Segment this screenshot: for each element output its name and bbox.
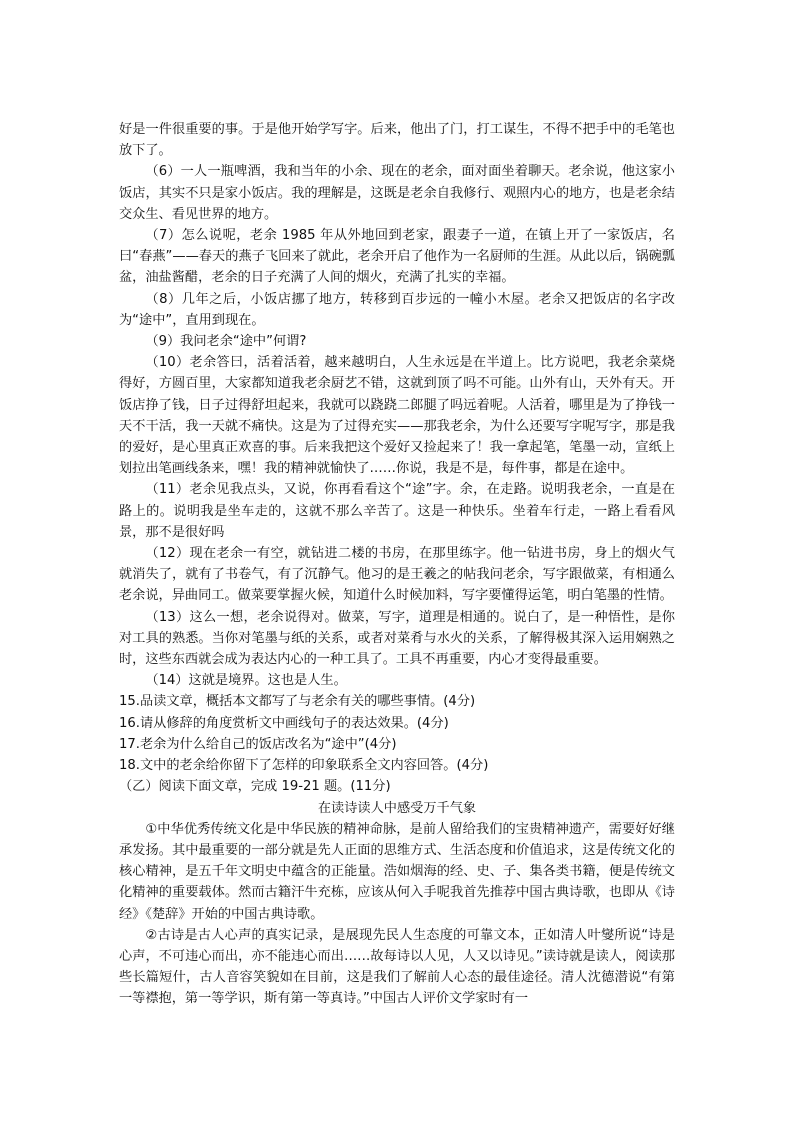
article-title: 在读诗读人中感受万千气象 <box>317 800 477 816</box>
question-15: 15.品读文章，概括本文都写了与老余有关的哪些事情。(4分) <box>119 694 476 710</box>
paragraph-14: （14）这就是境界。这也是人生。 <box>145 673 347 689</box>
article-paragraph-2: ②古诗是古人心声的真实记录，是展现先民人生态度的可靠文本，正如清人叶燮所说“诗是心声，不可违心而出，亦不能违心而出……故每诗以人见，人又以诗见。”读诗就是读人，阅读那些长篇短什，古人音容笑貌如在目前，这是我们了解前人心态的最佳途径。清人沈德潜说“有第一等襟抱，第一等学识，斯有第一等真诗。”中国古人评价文学家时有一 <box>119 927 675 1007</box>
section-b-heading: （乙）阅读下面文章，完成 19-21 题。(11分) <box>119 779 391 795</box>
article-paragraph-1: ①中华优秀传统文化是中华民族的精神命脉，是前人留给我们的宝贵精神遗产，需要好好继承发扬。其中最重要的一部分就是先人正面的思维方式、生活态度和价值追求，这是传统文化的核心精神，是五千年文明史中蕴含的正能量。浩如烟海的经、史、子、集各类书籍，便是传统文化精神的重要载体。然而古籍汗牛充栋，应该从何入手呢我首先推荐中国古典诗歌，也即从《诗经》《楚辞》开始的中国古典诗歌。 <box>119 821 675 922</box>
paragraph-9: （9）我问老余“途中”何谓? <box>145 334 307 350</box>
paragraph-11: （11）老余见我点头，又说，你再看看这个“途”字。余，在走路。说明我老余，一直是在路上的。说明我是坐车走的，这就不那么辛苦了。这是一种快乐。坐着车行走，一路上看看风景，那不是很好吗 <box>119 482 675 540</box>
paragraph-10: （10）老余答曰，活着活着，越来越明白，人生永远是在半道上。比方说吧，我老余菜烧得好，方圆百里，大家都知道我老余厨艺不错，这就到顶了吗不可能。山外有山，天外有天。开饭店挣了钱，日子过得舒坦起来，我就可以跷跷二郎腿了吗远着呢。人活着，哪里是为了挣钱一天不干活，我一天就不痛快。这是为了过得充实——那我老余，为什么还要写字呢写字，那是我的爱好，是心里真正欢喜的事。后来我把这个爱好又捡起来了！我一拿起笔，笔墨一动，宣纸上划拉出笔画线条来，嘿！我的精神就愉快了……你说，我是不是，每件事，都是在途中。 <box>119 355 675 477</box>
paragraph-8: （8）几年之后，小饭店挪了地方，转移到百步远的一幢小木屋。老余又把饭店的名字改为“途中”，直用到现在。 <box>119 291 675 328</box>
document-page <box>119 119 675 1010</box>
paragraph-13: （13）这么一想，老余说得对。做菜，写字，道理是相通的。说白了，是一种悟性，是你对工具的熟悉。当你对笔墨与纸的关系，或者对菜肴与水火的关系，了解得极其深入运用娴熟之时，这些东西就会成为表达内心的一种工具了。工具不再重要，内心才变得最重要。 <box>119 609 675 668</box>
paragraph-7: （7）怎么说呢，老余 1985 年从外地回到老家，跟妻子一道，在镇上开了一家饭店，名曰“春燕”——春天的燕子飞回来了就此，老余开启了他作为一名厨师的生涯。从此以后，锅碗瓢盆，油盐酱醋，老余的日子充满了人间的烟火，充满了扎实的幸福。 <box>119 228 675 286</box>
paragraph-continuation: 好是一件很重要的事。于是他开始学写字。后来，他出了门，打工谋生，不得不把手中的毛笔也放下了。 <box>119 122 675 159</box>
question-18: 18.文中的老余给你留下了怎样的印象联系全文内容回答。(4分) <box>119 758 489 774</box>
paragraph-6: （6）一人一瓶啤酒，我和当年的小余、现在的老余，面对面坐着聊天。老余说，他这家小饭店，其实不只是家小饭店。我的理解是，这既是老余自我修行、观照内心的地方，也是老余结交众生、看见世界的地方。 <box>119 164 675 222</box>
question-16: 16.请从修辞的角度赏析文中画线句子的表达效果。(4分) <box>119 715 449 731</box>
paragraph-12: （12）现在老余一有空，就钻进二楼的书房，在那里练字。他一钻进书房，身上的烟火气就消失了，就有了书卷气，有了沉静气。他习的是王羲之的帖我问老余，写字跟做菜，有相通么老余说，异曲同工。做菜要掌握火候，知道什么时候加料，写字要懂得运笔，明白笔墨的性情。 <box>119 546 675 604</box>
question-17: 17.老余为什么给自己的饭店改名为“途中”(4分) <box>119 736 397 752</box>
